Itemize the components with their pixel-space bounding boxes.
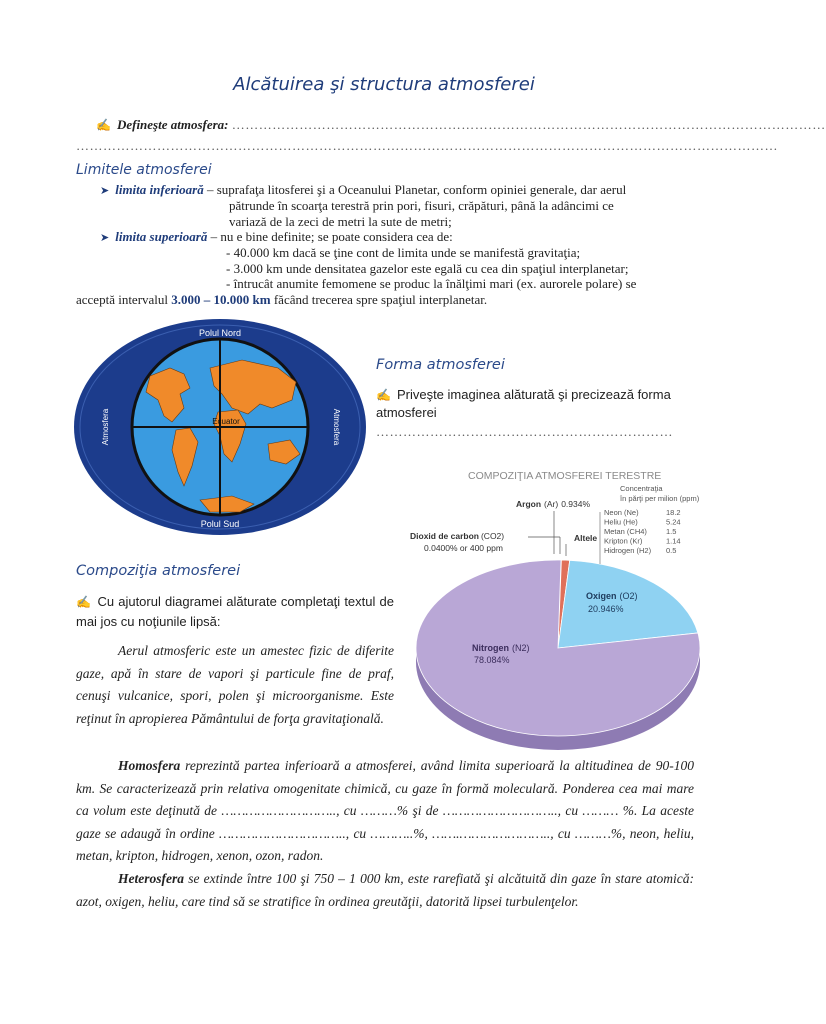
others-item-value: 0.5	[666, 546, 677, 555]
homosfera-term: Homosfera	[118, 758, 181, 773]
south-pole-label: Polul Sud	[200, 519, 240, 529]
page-title: Alcătuirea şi structura atmosferei	[233, 74, 535, 95]
others-item-value: 1.5	[666, 527, 677, 536]
heterosfera-text: se extinde între 100 şi 750 – 1 000 km, este rarefiată şi alcătuită din gaze în stare atomică: azot, oxigen, heliu, care tind să se stratifice în ordinea greutăţii, datorită lipsei turbulenţelor.	[76, 871, 694, 909]
define-dots-line: …………………………………………………………………………………………………………………………………………	[76, 138, 778, 153]
lower-limit-line3: variază de la zeci de metri la sute de metri;	[229, 214, 452, 229]
argon-label: Argon (Ar) 0.934%	[516, 499, 591, 509]
others-header-1: Concentraţia	[620, 484, 663, 493]
composition-prompt-text: Cu ajutorul diagramei alăturate completaţi textul de mai jos cu noţiunile lipsă:	[76, 594, 394, 629]
others-item-value: 1.14	[666, 536, 681, 546]
pencil-hand-icon: ✍	[76, 595, 92, 609]
others-item-name: Kripton (Kr)	[604, 536, 643, 546]
oxygen-label: Oxigen (O2)	[586, 591, 638, 601]
interval-value: 3.000 – 10.000 km	[171, 292, 271, 307]
lower-limit-line1	[100, 182, 626, 199]
oxygen-value: 20.946%	[588, 604, 624, 614]
pie-svg	[398, 460, 708, 750]
globe-diagram	[72, 316, 368, 538]
atmosphere-label-right: Atmosfera	[332, 408, 341, 446]
atmosphere-label-left: Atmosfera	[101, 408, 110, 446]
interval-pre: acceptă intervalul	[76, 292, 172, 307]
nitrogen-value: 78.084%	[474, 655, 510, 665]
others-item-name: Neon (Ne)	[604, 508, 639, 517]
upper-limit-line4: - întrucât anumite femomene se produc la înălţimi mari (ex. aurorele polare) se	[226, 276, 637, 291]
upper-limit-text: – nu e bine definite; se poate considera cea de:	[207, 229, 453, 244]
upper-limit-line3: - 3.000 km unde densitatea gazelor este egală cu cea din spaţiul interplanetar;	[226, 261, 629, 276]
pencil-hand-icon: ✍	[96, 118, 111, 132]
others-item-value: 18.2	[666, 508, 681, 517]
lower-limit-label: limita inferioară	[115, 182, 204, 197]
upper-limit-line1	[100, 229, 453, 246]
pencil-hand-icon: ✍	[376, 388, 391, 402]
interval-post: făcând trecerea spre spaţiul interplanetar.	[270, 292, 488, 307]
lower-limit-text: – suprafaţa litosferei şi a Oceanului Planetar, conform opiniei generale, dar aerul	[203, 182, 627, 197]
arrow-bullet-icon: ➤	[100, 185, 110, 197]
arrow-bullet-icon: ➤	[100, 232, 110, 244]
nitrogen-label: Nitrogen (N2)	[472, 643, 530, 653]
others-item-name: Hidrogen (H2)	[604, 546, 652, 555]
shape-prompt-text: Priveşte imaginea alăturată şi precizează forma atmosferei	[376, 387, 671, 420]
co2-value: 0.0400% or 400 ppm	[424, 543, 503, 553]
homosfera-text: reprezintă partea inferioară a atmosferei, având limita superioară la altitudinea de 90-100 km. Se caracterizează prin relativa omogenitate chimică, cu gaze în formă moleculară. Ponderea cea mai mare ca volum este deţinută de ……………………….., cu ………% şi de ……………………….., cu ……… %. La aceste gaze se adaugă în ordine ………………………….., cu ………..%, …….………………….., cu ………%, neon, heliu, metan, kripton, hidrogen, xenon, ozon, radon.	[76, 758, 694, 863]
upper-limit-line2: - 40.000 km dacă se ţine cont de limita unde se manifestă gravitaţia;	[226, 245, 581, 260]
shape-prompt	[376, 386, 694, 421]
shape-heading: Forma atmosferei	[376, 357, 505, 373]
define-dots: ……………………………………………………………………………………………………………………	[231, 117, 826, 132]
limits-heading: Limitele atmosferei	[76, 162, 212, 178]
composition-heading: Compoziţia atmosferei	[76, 563, 241, 579]
homosfera-paragraph	[76, 755, 694, 868]
others-item-name: Heliu (He)	[604, 517, 638, 527]
others-header-2: în părţi per milion (ppm)	[620, 494, 700, 503]
co2-label: Dioxid de carbon (CO2)	[410, 531, 505, 541]
chart-title: COMPOZIŢIA ATMOSFEREI TERESTRE	[468, 470, 662, 482]
heterosfera-term: Heterosfera	[118, 871, 184, 886]
others-item-name: Metan (CH4)	[604, 527, 647, 536]
define-row	[96, 117, 826, 133]
others-item-value: 5.24	[666, 517, 681, 527]
lower-limit-line2: pătrunde în scoarţa terestră prin pori, fisuri, crăpături, până la adâncimi ce	[229, 198, 614, 213]
interval-line	[76, 292, 487, 307]
others-label: Altele	[574, 533, 598, 543]
north-pole-label: Polul Nord	[198, 328, 242, 338]
composition-prompt	[76, 592, 394, 632]
equator-label: Ecuator	[212, 417, 240, 426]
shape-dots: …………………………………………………………	[376, 424, 673, 439]
heterosfera-paragraph	[76, 868, 694, 913]
upper-limit-label: limita superioară	[115, 229, 208, 244]
air-paragraph: Aerul atmosferic este un amestec fizic de diferite gaze, apă în stare de vapori şi particule fine de praf, cenuşi vulcanice, spori, polen şi microorganisme. Este reţinut în apropierea Pământului de forţa gravitaţională.	[76, 643, 394, 726]
composition-chart	[398, 460, 708, 750]
define-label: Defineşte atmosfera:	[116, 117, 229, 132]
